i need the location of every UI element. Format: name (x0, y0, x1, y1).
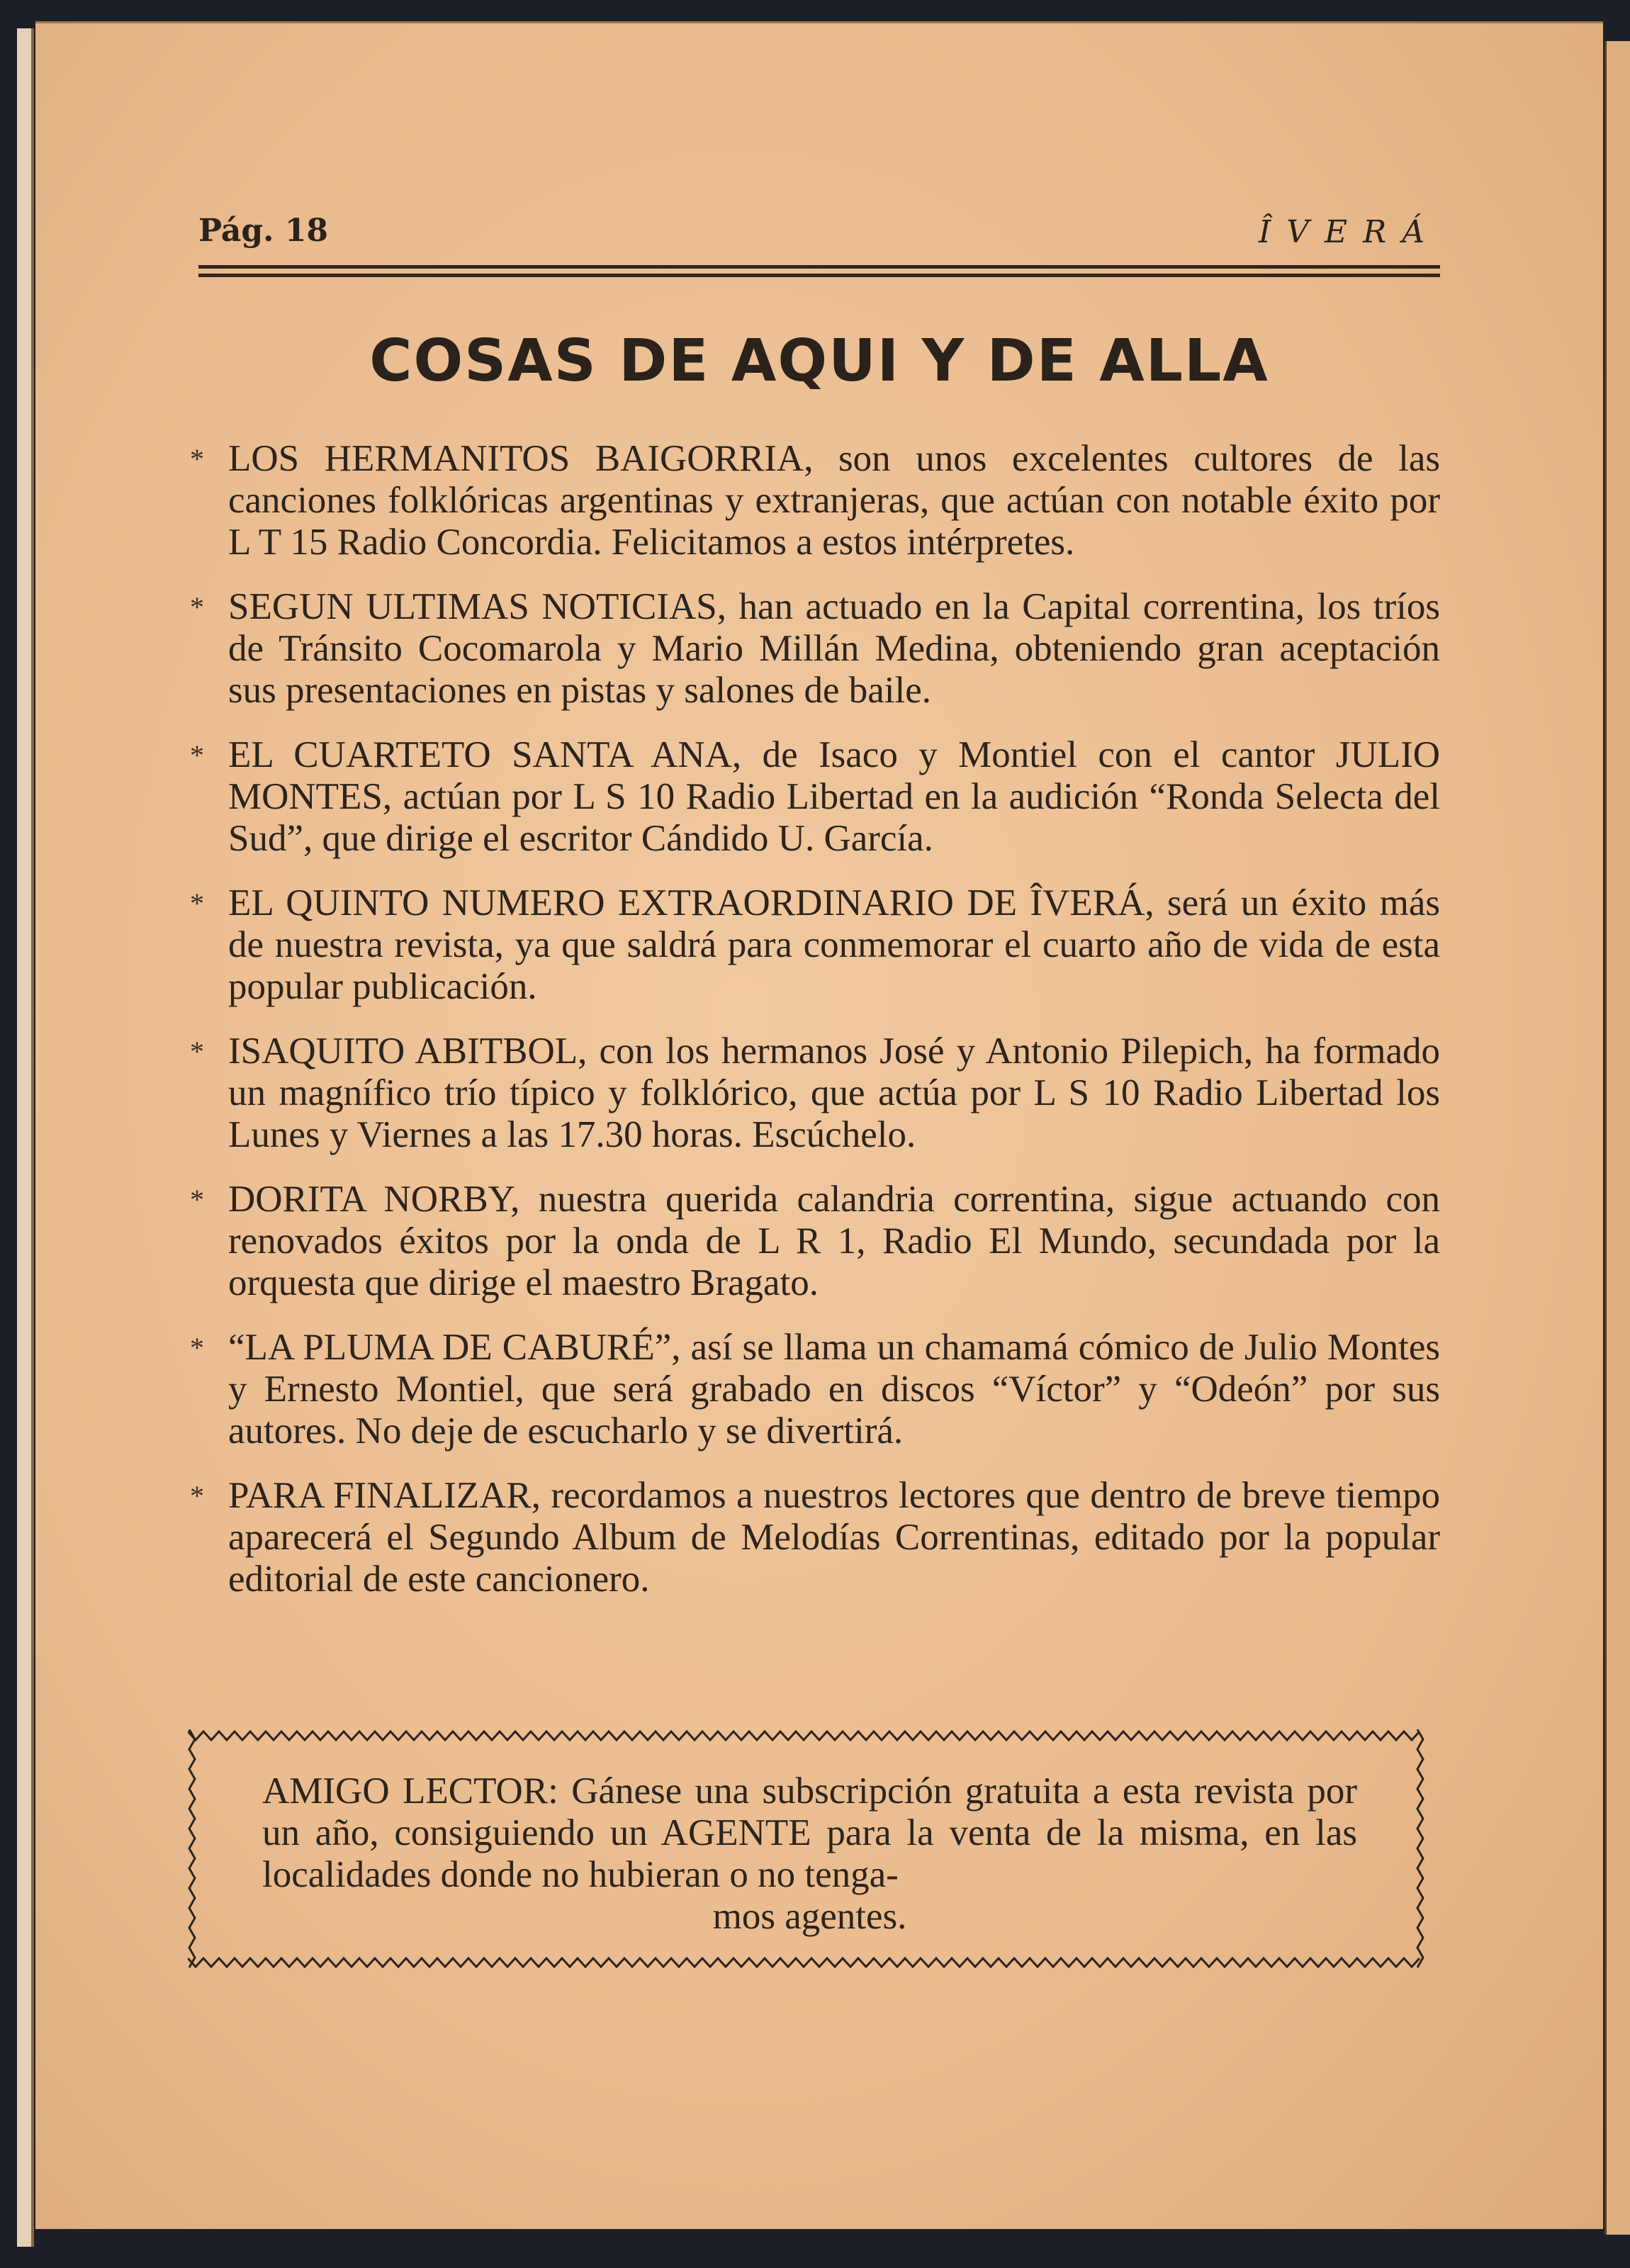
magazine-name: ÎVERÁ (1258, 214, 1440, 250)
item-lead: DORITA NORBY, (228, 1179, 520, 1220)
news-item (177, 438, 1440, 563)
notice-last-line: mos agentes. (712, 1896, 907, 1937)
news-item (177, 1475, 1440, 1600)
item-text: recordamos a nuestros lectores que dentro de breve tiempo aparecerá el Segundo Album de Melodías Correntinas, editado por la popular editorial de este cancionero. (228, 1475, 1440, 1600)
asterisk-bullet-icon: * (190, 591, 204, 623)
item-text: de Isaco y Montiel con el cantor JULIO MONTES, actúan por L S 10 Radio Libertad en la audición “Ronda Selecta del Sud”, que dirige el escritor Cándido U. García. (228, 734, 1440, 859)
news-item (177, 1179, 1440, 1304)
asterisk-bullet-icon: * (190, 739, 204, 771)
adjacent-page-edge (1604, 41, 1630, 2235)
article-title: COSAS DE AQUI Y DE ALLA (369, 327, 1269, 395)
item-lead: ISAQUITO ABITBOL, (228, 1031, 588, 1072)
item-text: han actuado en la Capital correntina, los tríos de Tránsito Cocomarola y Mario Millán Medina, obteniendo gran aceptación sus presentaciones en pistas y salones de baile. (228, 586, 1440, 711)
item-text: será un éxito más de nuestra revista, ya que saldrá para conmemorar el cuarto año de vida de esta popular publicación. (228, 882, 1440, 1007)
item-lead: LOS HERMANITOS BAIGORRIA, (228, 438, 814, 479)
page-edge-left (17, 28, 34, 2247)
wavy-border-right (1416, 1729, 1424, 1969)
item-text: así se llama un chamamá cómico de Julio Montes y Ernesto Montiel, que será grabado en discos “Víctor” y “Odeón” por sus autores. No deje de escucharlo y se divertirá. (228, 1327, 1441, 1452)
news-item (177, 1327, 1440, 1452)
notice-body: Gánese una subscripción gratuita a esta revista por un año, consiguiendo un AGENTE para la venta de la misma, en las localidades donde no hubieran o no tenga- (262, 1770, 1357, 1895)
item-text: son unos excelentes cultores de las canciones folklóricas argentinas y extranjeras, que actúan con notable éxito por L T 15 Radio Concordia. Felicitamos a estos intérpretes. (228, 438, 1440, 563)
item-text: con los hermanos José y Antonio Pilepich, ha formado un magnífico trío típico y folklórico, que actúa por L S 10 Radio Libertad los Lunes y Viernes a las 17.30 horas. Escúchelo. (228, 1031, 1440, 1155)
news-item (177, 882, 1440, 1008)
news-item (177, 586, 1440, 712)
header-rule-top (198, 265, 1440, 269)
notice-box (188, 1729, 1424, 1969)
asterisk-bullet-icon: * (190, 887, 204, 919)
item-lead: PARA FINALIZAR, (228, 1475, 541, 1516)
asterisk-bullet-icon: * (190, 1332, 204, 1364)
item-lead: SEGUN ULTIMAS NOTICIAS, (228, 586, 726, 627)
item-lead: “LA PLUMA DE CABURÉ”, (228, 1327, 681, 1368)
wavy-border-left (188, 1729, 196, 1969)
notice-text (262, 1770, 1357, 1938)
running-header (198, 213, 1440, 255)
item-text: nuestra querida calandria correntina, sigue actuando con renovados éxitos por la onda de L R 1, Radio El Mundo, secundada por la orquesta que dirige el maestro Bragato. (228, 1179, 1440, 1303)
asterisk-bullet-icon: * (190, 1184, 204, 1216)
news-items (177, 438, 1440, 1623)
asterisk-bullet-icon: * (190, 1035, 204, 1067)
header-rule-bottom (198, 274, 1440, 277)
item-lead: EL QUINTO NUMERO EXTRAORDINARIO DE ÎVERÁ, (228, 882, 1154, 924)
asterisk-bullet-icon: * (190, 443, 204, 475)
item-lead: EL CUARTETO SANTA ANA, (228, 734, 742, 775)
zigzag-border-bottom (188, 1956, 1424, 1969)
asterisk-bullet-icon: * (190, 1480, 204, 1512)
news-item (177, 734, 1440, 860)
zigzag-border-top (188, 1729, 1424, 1742)
notice-lead: AMIGO LECTOR: (262, 1770, 558, 1812)
page-number: Pág. 18 (198, 213, 329, 249)
news-item (177, 1031, 1440, 1156)
